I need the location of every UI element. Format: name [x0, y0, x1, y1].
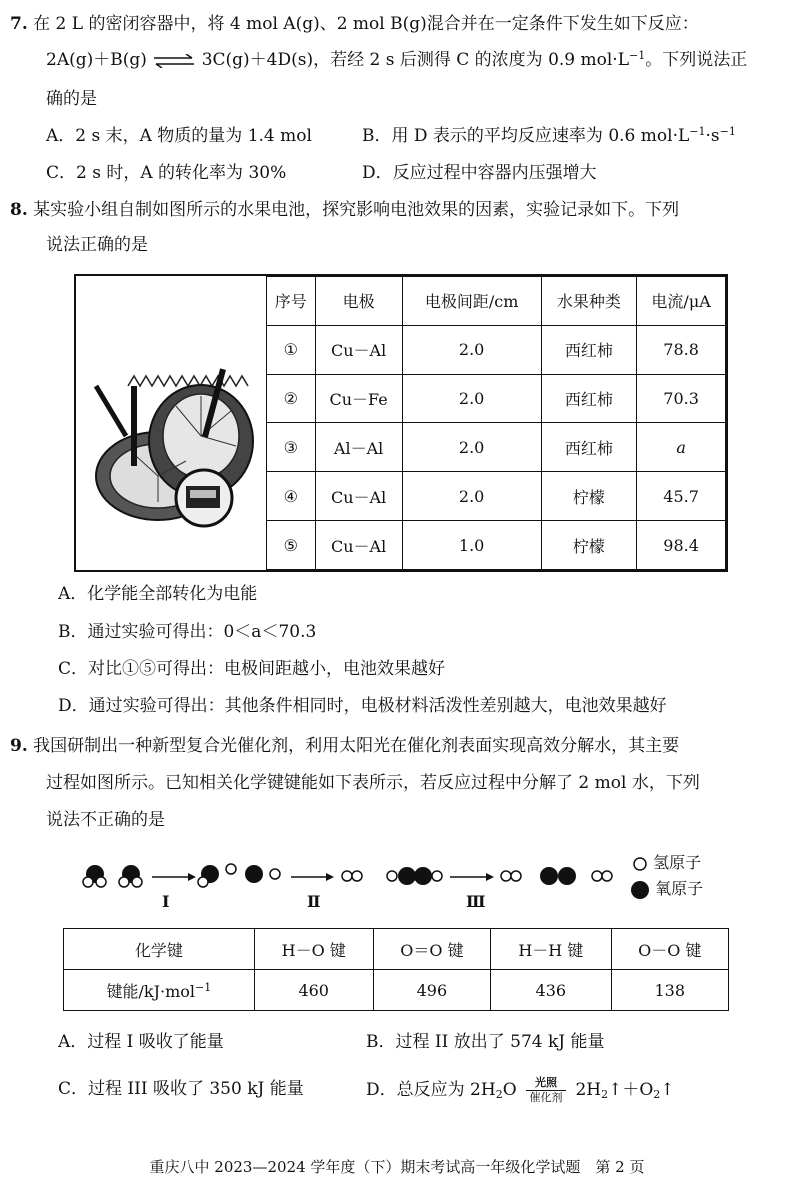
stage-hydroxyl-and-atoms [198, 864, 280, 887]
arrow-icon [291, 873, 334, 881]
header-cell: 电流/μA [637, 277, 726, 326]
header-cell: H－H 键 [491, 929, 611, 970]
row-label-cell [64, 970, 255, 1011]
bond-energy-table [63, 928, 729, 1011]
q7-line1 [10, 12, 699, 36]
legend-oxygen-label: 氧原子 [655, 879, 704, 898]
q8-stem-text: 某实验小组自制如图所示的水果电池，探究影响电池效果的因素，实验记录如下。下列 [33, 200, 680, 220]
header-cell: 电极 [315, 277, 402, 326]
header-cell: 化学键 [64, 929, 255, 970]
header-cell: H－O 键 [254, 929, 373, 970]
stage-label-2: Ⅱ [307, 892, 321, 911]
fruit-battery-figure [76, 276, 266, 570]
q9-option-b: B．过程 II 放出了 574 kJ 能量 [366, 1032, 605, 1052]
stage-products [501, 867, 612, 885]
water-splitting-process-diagram [78, 855, 698, 905]
q7-equation-right: 3C(g)＋4D(s)，若经 2 s 后测得 C 的浓度为 0.9 mol·L [201, 50, 630, 70]
table-row [64, 970, 729, 1011]
table-cell: 2.0 [402, 325, 541, 374]
condition-top: 光照 [535, 1076, 558, 1089]
q9-line2: 过程如图所示。已知相关化学键键能如下表所示，若反应过程中分解了 2 mol 水，下列 [46, 773, 700, 793]
table-cell: 1.0 [402, 521, 541, 570]
page-footer: 重庆八中 2023—2024 学年度（下）期末考试高一年级化学试题 第 2 页 [149, 1158, 645, 1176]
header-cell: 电极间距/cm [402, 277, 541, 326]
table-cell: ④ [267, 472, 316, 521]
legend-hydrogen [632, 850, 701, 873]
table-cell: a [637, 423, 726, 472]
stage-water-molecules [83, 865, 142, 887]
legend-oxygen [630, 876, 703, 900]
table-cell: 西红柿 [541, 423, 637, 472]
table-cell: ③ [267, 423, 316, 472]
stage-label-3: Ⅲ [466, 892, 486, 911]
q8-option-c: C．对比①⑤可得出：电极间距越小，电池效果越好 [58, 659, 446, 679]
q9-option-c: C．过程 III 吸收了 350 kJ 能量 [58, 1079, 304, 1099]
sub-2: 2 [653, 1088, 661, 1101]
table-cell: 70.3 [637, 374, 726, 423]
q9-option-d [366, 1077, 675, 1104]
q7-option-c: C．2 s 时，A 的转化率为 30% [46, 163, 287, 183]
table-cell: 2.0 [402, 374, 541, 423]
q7-number: 7. [10, 14, 28, 34]
arrow-icon [450, 873, 494, 881]
q9-option-d-prefix: D．总反应为 2H [366, 1080, 496, 1100]
sub-2: 2 [495, 1088, 503, 1101]
arrow-icon [152, 873, 196, 881]
table-cell: 496 [373, 970, 490, 1011]
q7-option-a: A．2 s 末，A 物质的量为 1.4 mol [46, 126, 312, 146]
table-row [267, 472, 726, 521]
q9-option-d-end: ↑ [660, 1080, 675, 1100]
table-cell: 西红柿 [541, 325, 637, 374]
table-cell: 2.0 [402, 423, 541, 472]
q7-option-b-text: B．用 D 表示的平均反应速率为 0.6 mol·L [362, 126, 690, 146]
q8-number: 8. [10, 200, 28, 220]
q8-option-d: D．通过实验可得出：其他条件相同时，电极材料活泼性差别越大，电池效果越好 [58, 696, 667, 716]
q9-line1 [10, 734, 679, 758]
q7-option-b-sup2: −1 [719, 125, 736, 138]
row-label-sup: −1 [195, 980, 212, 994]
q7-equation-tail: 。下列说法正 [645, 50, 748, 70]
hydrogen-atom-icon [632, 856, 648, 872]
q7-option-b-sup1: −1 [689, 125, 706, 138]
table-cell: 2.0 [402, 472, 541, 521]
header-cell: O＝O 键 [373, 929, 490, 970]
q9-option-d-o: O [502, 1080, 517, 1100]
table-cell: Cu－Al [315, 521, 402, 570]
q7-line2 [46, 48, 747, 72]
fruit-battery-illustration-icon [76, 276, 266, 570]
table-cell: ① [267, 325, 316, 374]
table-row [267, 325, 726, 374]
q7-option-b-mid: ·s [705, 126, 720, 146]
table-cell: 460 [254, 970, 373, 1011]
table-cell: 98.4 [637, 521, 726, 570]
stage-label-1: Ⅰ [162, 892, 170, 911]
q9-line3: 说法不正确的是 [46, 810, 165, 830]
header-cell: 水果种类 [541, 277, 637, 326]
table-cell: Cu－Al [315, 325, 402, 374]
reaction-condition [526, 1077, 566, 1104]
condition-bottom: 催化剂 [529, 1091, 563, 1104]
q7-unit-sup: −1 [629, 49, 646, 62]
table-header-row [64, 929, 729, 970]
table-cell: ⑤ [267, 521, 316, 570]
table-header-row [267, 277, 726, 326]
q9-stem-text: 我国研制出一种新型复合光催化剂，利用太阳光在催化剂表面实现高效分解水，其主要 [33, 736, 680, 756]
table-row [267, 521, 726, 570]
table-cell: Al－Al [315, 423, 402, 472]
table-cell: Cu－Fe [315, 374, 402, 423]
legend-hydrogen-label: 氢原子 [653, 853, 702, 872]
stage-peroxide [387, 867, 442, 885]
q9-option-d-h2: 2H [575, 1080, 602, 1100]
equilibrium-arrow-icon [152, 54, 196, 68]
sub-2: 2 [601, 1088, 609, 1101]
q7-option-b [362, 124, 736, 148]
header-cell: O－O 键 [611, 929, 728, 970]
q7-stem-text: 在 2 L 的密闭容器中，将 4 mol A(g)、2 mol B(g)混合并在一定条件下发生如下反应： [33, 14, 699, 34]
table-cell: 柠檬 [541, 472, 637, 521]
table-cell: 436 [491, 970, 611, 1011]
q9-option-d-o2: ↑＋O [608, 1080, 654, 1100]
table-row [267, 374, 726, 423]
q7-line3: 确的是 [46, 89, 97, 109]
q8-line2: 说法正确的是 [46, 235, 148, 255]
table-cell: 柠檬 [541, 521, 637, 570]
q7-option-d: D．反应过程中容器内压强增大 [362, 163, 597, 183]
fruit-battery-data-table [266, 276, 726, 570]
table-cell: 45.7 [637, 472, 726, 521]
table-cell: 78.8 [637, 325, 726, 374]
table-row [267, 423, 726, 472]
table-cell: 西红柿 [541, 374, 637, 423]
table-cell: 138 [611, 970, 728, 1011]
table-cell: ② [267, 374, 316, 423]
oxygen-atom-icon [630, 880, 650, 900]
q9-option-a: A．过程 I 吸收了能量 [58, 1032, 224, 1052]
q8-option-b: B．通过实验可得出：0＜a＜70.3 [58, 622, 317, 642]
q7-equation-left: 2A(g)＋B(g) [46, 50, 147, 70]
q8-line1 [10, 198, 679, 222]
stage-hydrogen-molecule [342, 871, 362, 881]
row-label-text: 键能/kJ·mol [106, 981, 196, 1001]
table-cell: Cu－Al [315, 472, 402, 521]
fruit-battery-table-frame [74, 274, 728, 572]
q8-option-a: A．化学能全部转化为电能 [58, 584, 258, 604]
header-cell: 序号 [267, 277, 316, 326]
q9-number: 9. [10, 736, 28, 756]
